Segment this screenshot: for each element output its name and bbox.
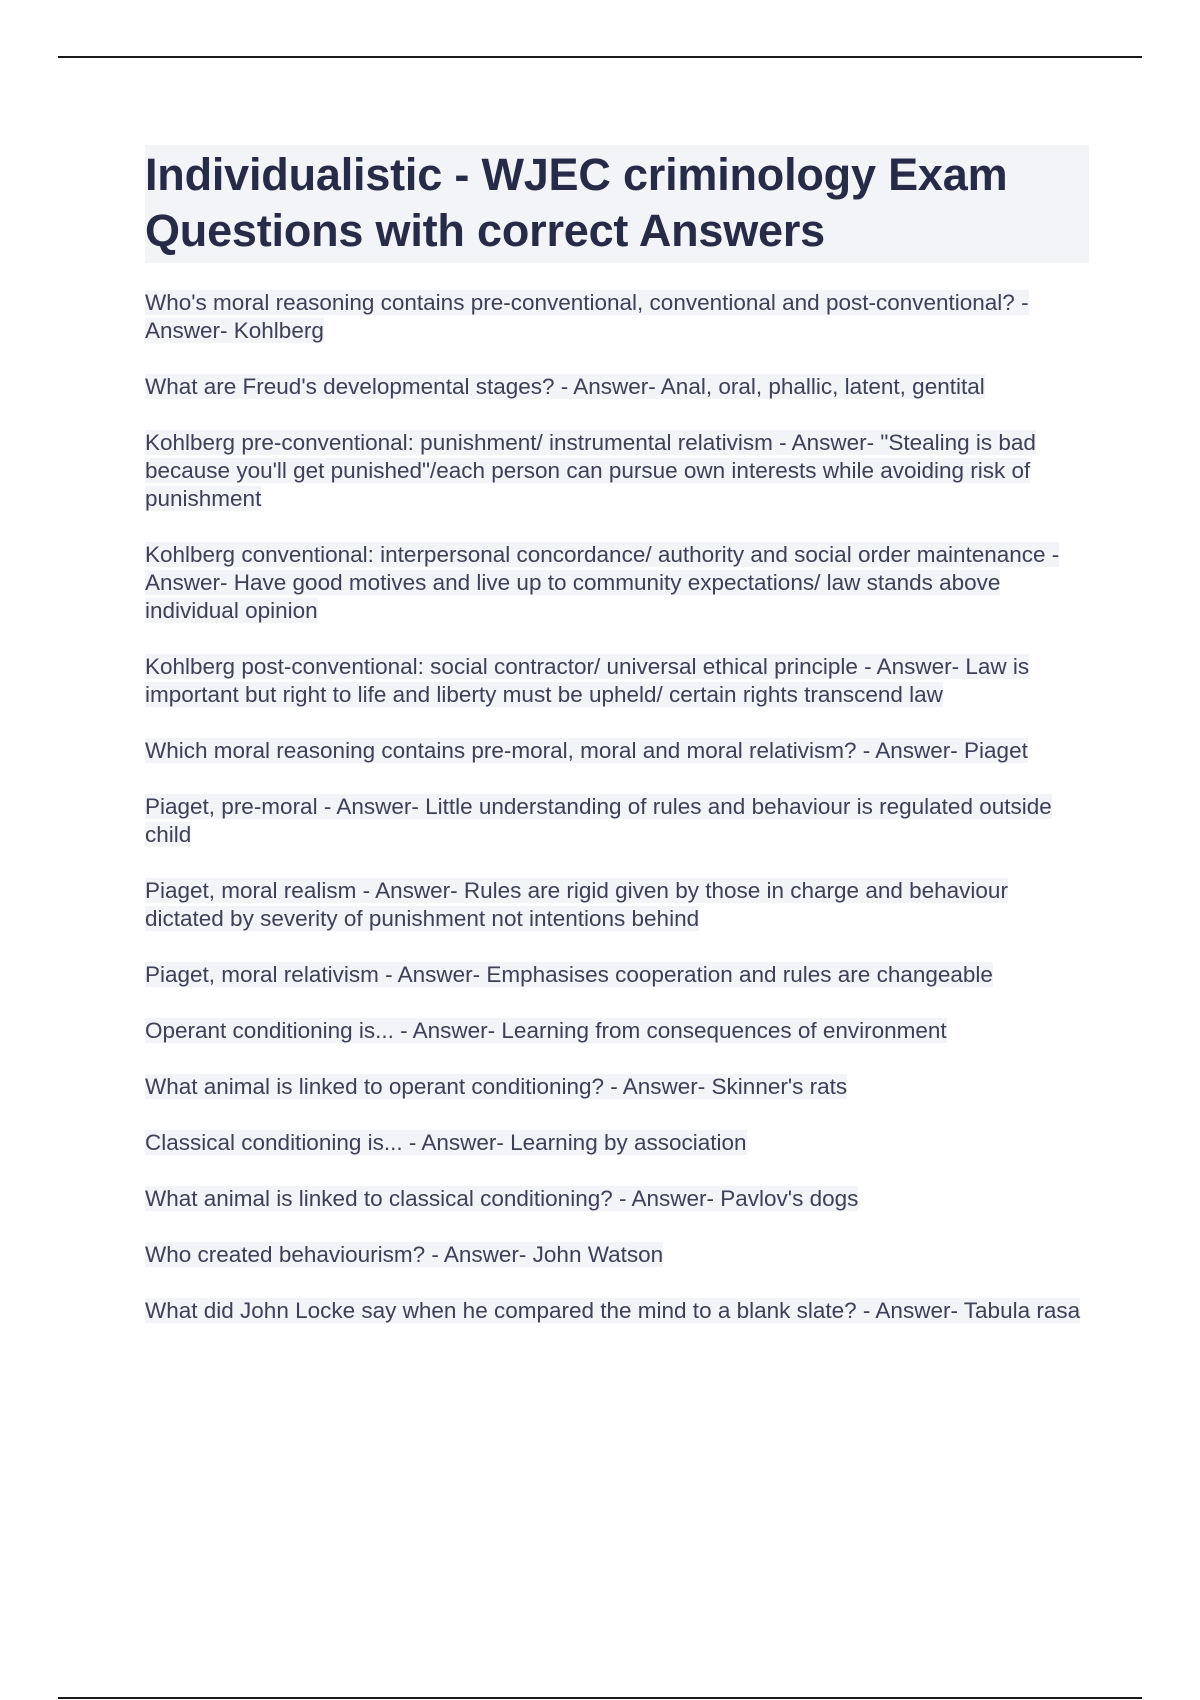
- qa-item: [145, 429, 1089, 513]
- qa-text: Who's moral reasoning contains pre-conventional, conventional and post-conventional? - Answer- Kohlberg: [145, 290, 1029, 343]
- document-title: Individualistic - WJEC criminology Exam Questions with correct Answers: [145, 149, 1008, 256]
- qa-list: [145, 289, 1089, 1325]
- qa-text: What did John Locke say when he compared the mind to a blank slate? - Answer- Tabula rasa: [145, 1298, 1081, 1323]
- qa-text: Kohlberg pre-conventional: punishment/ instrumental relativism - Answer- "Stealing is bad because you'll get punished"/each person can pursue own interests while avoiding risk of punishment: [145, 430, 1036, 511]
- top-rule: [58, 56, 1142, 58]
- qa-item: [145, 1017, 1089, 1045]
- qa-text: What animal is linked to classical conditioning? - Answer- Pavlov's dogs: [145, 1186, 859, 1211]
- qa-text: Kohlberg conventional: interpersonal concordance/ authority and social order maintenance - Answer- Have good motives and live up to community expectations/ law stands above individual opinion: [145, 542, 1060, 623]
- bottom-rule: [58, 1697, 1142, 1699]
- qa-item: [145, 1129, 1089, 1157]
- qa-item: [145, 289, 1089, 345]
- qa-item: [145, 1241, 1089, 1269]
- qa-item: [145, 541, 1089, 625]
- qa-item: [145, 373, 1089, 401]
- title-block: [145, 145, 1089, 263]
- qa-text: Which moral reasoning contains pre-moral, moral and moral relativism? - Answer- Piaget: [145, 738, 1028, 763]
- qa-item: [145, 793, 1089, 849]
- qa-text: Classical conditioning is... - Answer- Learning by association: [145, 1130, 747, 1155]
- qa-item: [145, 737, 1089, 765]
- qa-item: [145, 653, 1089, 709]
- qa-item: [145, 877, 1089, 933]
- document-body: [145, 145, 1089, 1353]
- qa-text: Kohlberg post-conventional: social contractor/ universal ethical principle - Answer- Law is important but right to life and liberty must be upheld/ certain rights transcend law: [145, 654, 1030, 707]
- qa-item: [145, 1297, 1089, 1325]
- qa-text: Who created behaviourism? - Answer- John Watson: [145, 1242, 664, 1267]
- qa-text: Piaget, pre-moral - Answer- Little understanding of rules and behaviour is regulated outside child: [145, 794, 1052, 847]
- qa-item: [145, 1073, 1089, 1101]
- qa-item: [145, 1185, 1089, 1213]
- qa-text: What animal is linked to operant conditioning? - Answer- Skinner's rats: [145, 1074, 848, 1099]
- qa-text: What are Freud's developmental stages? - Answer- Anal, oral, phallic, latent, gentital: [145, 374, 985, 399]
- qa-text: Piaget, moral realism - Answer- Rules are rigid given by those in charge and behaviour dictated by severity of punishment not intentions behind: [145, 878, 1008, 931]
- qa-item: [145, 961, 1089, 989]
- qa-text: Piaget, moral relativism - Answer- Emphasises cooperation and rules are changeable: [145, 962, 993, 987]
- qa-text: Operant conditioning is... - Answer- Learning from consequences of environment: [145, 1018, 947, 1043]
